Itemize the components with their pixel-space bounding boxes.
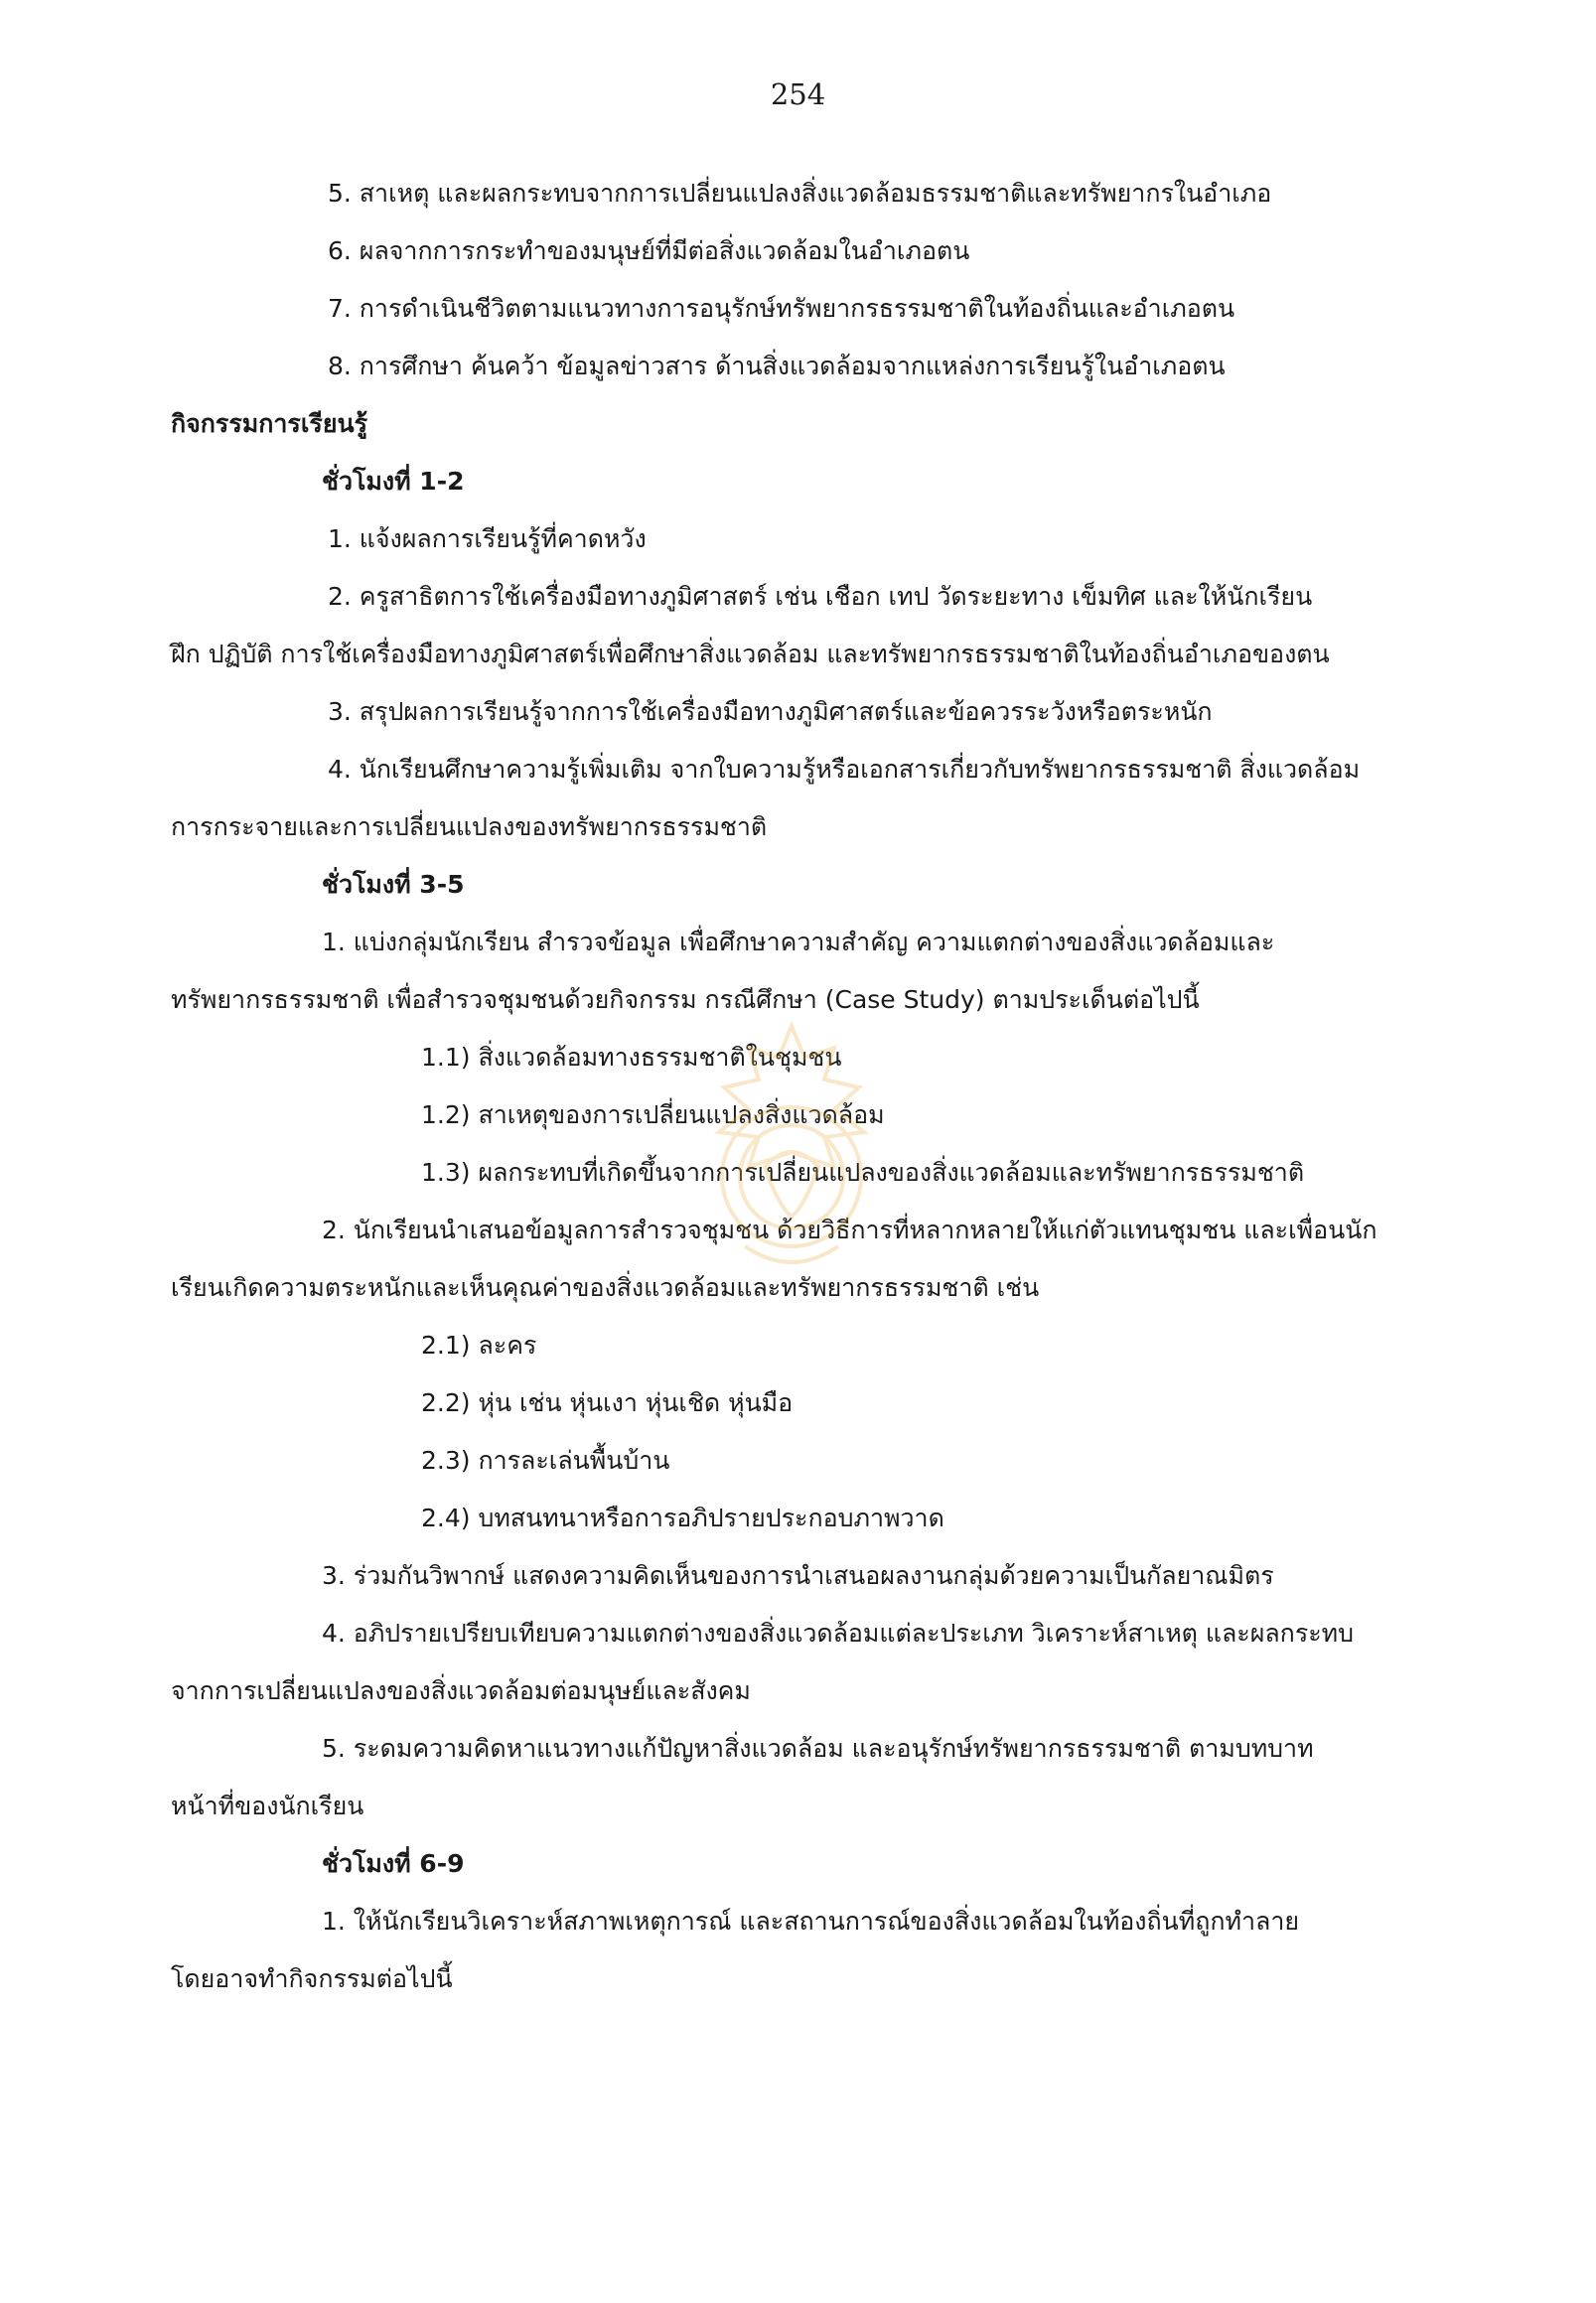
sub-item: 1.2) สาเหตุของการเปลี่ยนแปลงสิ่งแวดล้อม: [421, 1100, 885, 1129]
paragraph-line: 4. อภิปรายเปรียบเทียบความแตกต่างของสิ่งแวดล้อมแต่ละประเภท วิเคราะห์สาเหตุ และผลกระทบ: [322, 1619, 1355, 1648]
paragraph-line: 1. แจ้งผลการเรียนรู้ที่คาดหวัง: [328, 524, 647, 553]
session-heading: ชั่วโมงที่ 3-5: [322, 870, 465, 899]
seal-watermark-icon: [685, 1018, 899, 1286]
sub-item: 2.1) ละคร: [421, 1331, 537, 1360]
paragraph-line: การกระจายและการเปลี่ยนแปลงของทรัพยากรธรรมชาติ: [171, 812, 768, 841]
paragraph-line: 1. ให้นักเรียนวิเคราะห์สภาพเหตุการณ์ และสถานการณ์ของสิ่งแวดล้อมในท้องถิ่นที่ถูกทำลาย: [322, 1907, 1300, 1936]
paragraph-line: เรียนเกิดความตระหนักและเห็นคุณค่าของสิ่งแวดล้อมและทรัพยากรธรรมชาติ เช่น: [171, 1273, 1040, 1302]
intro-item: 7. การดำเนินชีวิตตามแนวทางการอนุรักษ์ทรัพยากรธรรมชาติในท้องถิ่นและอำเภอตน: [328, 294, 1235, 323]
paragraph-line: 3. ร่วมกันวิพากษ์ แสดงความคิดเห็นของการนำเสนอผลงานกลุ่มด้วยความเป็นกัลยาณมิตร: [322, 1561, 1274, 1590]
paragraph-line: 2. ครูสาธิตการใช้เครื่องมือทางภูมิศาสตร์ เช่น เชือก เทป วัดระยะทาง เข็มทิศ และให้นักเรียน: [328, 582, 1313, 611]
paragraph-line: ฝึก ปฏิบัติ การใช้เครื่องมือทางภูมิศาสตร์เพื่อศึกษาสิ่งแวดล้อม และทรัพยากรธรรมชาติในท้องถิ่นอำเภอของตน: [171, 640, 1330, 668]
paragraph-line: 2. นักเรียนนำเสนอข้อมูลการสำรวจชุมชน ด้วยวิธีการที่หลากหลายให้แก่ตัวแทนชุมชน และเพื่อนนัก: [322, 1216, 1378, 1244]
sub-item: 2.2) หุ่น เช่น หุ่นเงา หุ่นเชิด หุ่นมือ: [421, 1388, 794, 1417]
intro-item: 8. การศึกษา ค้นคว้า ข้อมูลข่าวสาร ด้านสิ่งแวดล้อมจากแหล่งการเรียนรู้ในอำเภอตน: [328, 352, 1226, 380]
session-heading: ชั่วโมงที่ 6-9: [322, 1849, 465, 1878]
paragraph-line: 5. ระดมความคิดหาแนวทางแก้ปัญหาสิ่งแวดล้อม และอนุรักษ์ทรัพยากรธรรมชาติ ตามบทบาท: [322, 1734, 1314, 1763]
sub-item: 1.3) ผลกระทบที่เกิดขึ้นจากการเปลี่ยนแปลงของสิ่งแวดล้อมและทรัพยากรธรรมชาติ: [421, 1158, 1305, 1187]
paragraph-line: ทรัพยากรธรรมชาติ เพื่อสำรวจชุมชนด้วยกิจกรรม กรณีศึกษา (Case Study) ตามประเด็นต่อไปนี้: [171, 985, 1200, 1014]
paragraph-line: จากการเปลี่ยนแปลงของสิ่งแวดล้อมต่อมนุษย์และสังคม: [171, 1676, 751, 1705]
sub-item: 2.4) บทสนทนาหรือการอภิปรายประกอบภาพวาด: [421, 1504, 944, 1532]
page-number: 254: [770, 77, 826, 111]
paragraph-line: 1. แบ่งกลุ่มนักเรียน สำรวจข้อมูล เพื่อศึกษาความสำคัญ ความแตกต่างของสิ่งแวดล้อมและ: [322, 928, 1275, 956]
intro-item: 5. สาเหตุ และผลกระทบจากการเปลี่ยนแปลงสิ่งแวดล้อมธรรมชาติและทรัพยากรในอำเภอ: [328, 179, 1272, 208]
activities-heading: กิจกรรมการเรียนรู้: [171, 409, 367, 438]
paragraph-line: หน้าที่ของนักเรียน: [171, 1792, 364, 1820]
sub-item: 1.1) สิ่งแวดล้อมทางธรรมชาติในชุมชน: [421, 1043, 842, 1072]
paragraph-line: โดยอาจทำกิจกรรมต่อไปนี้: [171, 1964, 453, 1993]
paragraph-line: 3. สรุปผลการเรียนรู้จากการใช้เครื่องมือทางภูมิศาสตร์และข้อควรระวังหรือตระหนัก: [328, 697, 1213, 726]
sub-item: 2.3) การละเล่นพื้นบ้าน: [421, 1446, 670, 1475]
intro-item: 6. ผลจากการกระทำของมนุษย์ที่มีต่อสิ่งแวดล้อมในอำเภอตน: [328, 236, 970, 265]
session-heading: ชั่วโมงที่ 1-2: [322, 467, 465, 496]
paragraph-line: 4. นักเรียนศึกษาความรู้เพิ่มเติม จากใบความรู้หรือเอกสารเกี่ยวกับทรัพยากรธรรมชาติ สิ่งแวดล้อม: [328, 755, 1361, 784]
